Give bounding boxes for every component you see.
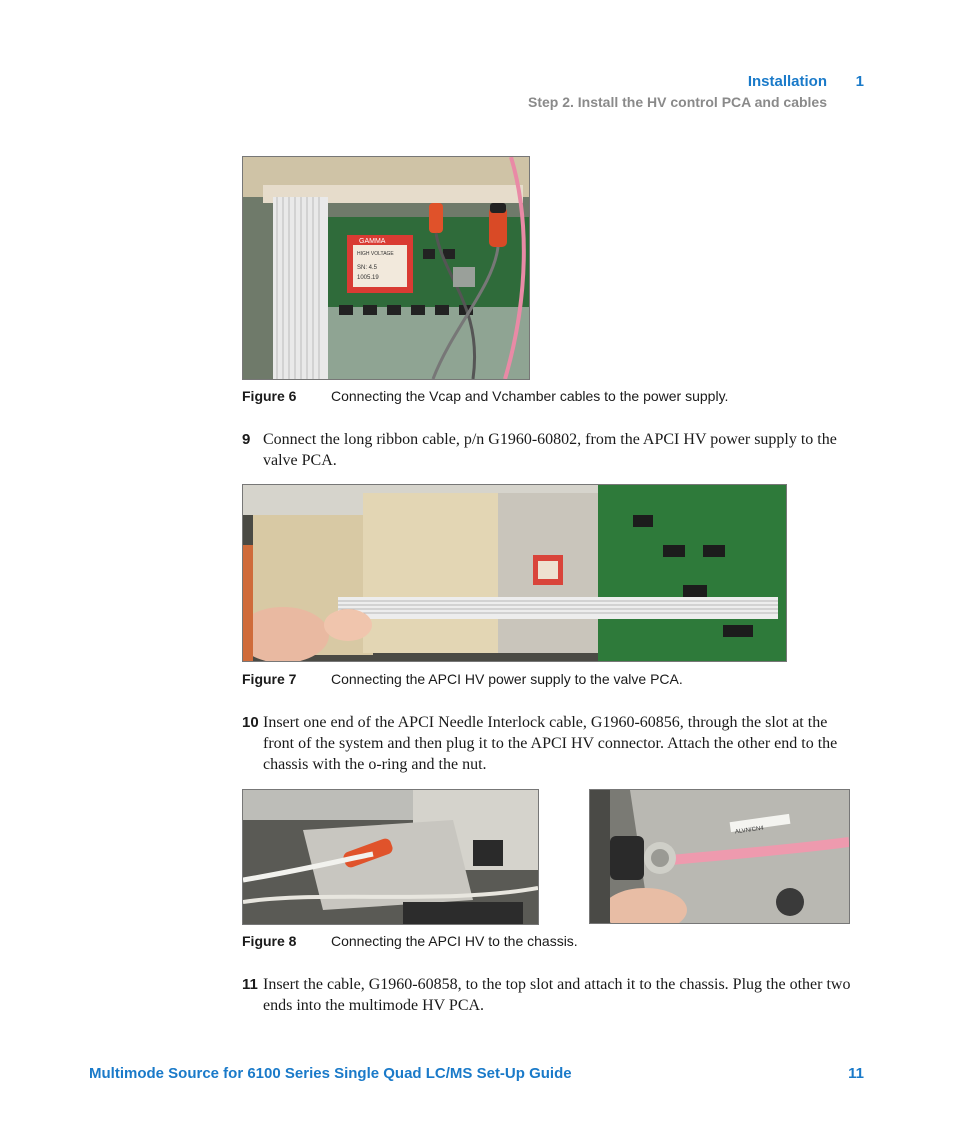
section-title: Step 2. Install the HV control PCA and cables [528, 94, 827, 110]
figure-6-photo [242, 156, 530, 380]
sticker-line-1: GAMMA [359, 238, 386, 245]
figure-8-photo-right [589, 789, 850, 924]
figure-7-caption [242, 671, 683, 687]
step-number: 9 [242, 431, 251, 448]
figure-8-caption [242, 933, 578, 949]
footer-page-number: 11 [848, 1065, 864, 1082]
step-text: Connect the long ribbon cable, p/n G1960-60802, from the APCI HV power supply to the valve PCA. [263, 431, 837, 469]
sticker-line-2: HIGH VOLTAGE [357, 251, 394, 257]
chapter-number: 1 [855, 73, 864, 90]
step-10 [242, 712, 862, 775]
step-number: 10 [242, 714, 259, 731]
figure-label: Figure 7 [242, 671, 297, 687]
figure-label: Figure 6 [242, 388, 297, 404]
step-number: 11 [242, 976, 258, 993]
chapter-title: Installation [747, 73, 827, 90]
step-text: Insert one end of the APCI Needle Interlock cable, G1960-60856, through the slot at the front of the system and then plug it to the APCI HV connector. Attach the other end to the chassis with the o-ring and the nut. [263, 714, 838, 773]
cable-tag-text: ALVN/CN4 [734, 825, 765, 836]
figure-label: Figure 8 [242, 933, 297, 949]
step-9 [242, 429, 862, 471]
step-text: Insert the cable, G1960-60858, to the top slot and attach it to the chassis. Plug the other two ends into the multimode HV PCA. [263, 976, 851, 1014]
sticker-line-4: 1005.19 [357, 275, 379, 281]
figure-7-photo [242, 484, 787, 662]
step-11 [242, 974, 862, 1016]
figure-8-photo-left [242, 789, 539, 925]
figure-caption-text: Connecting the Vcap and Vchamber cables to the power supply. [331, 388, 729, 404]
figure-caption-text: Connecting the APCI HV power supply to the valve PCA. [331, 671, 683, 687]
sticker-line-3: SN: 4.5 [357, 265, 378, 271]
figure-caption-text: Connecting the APCI HV to the chassis. [331, 933, 578, 949]
footer-title: Multimode Source for 6100 Series Single Quad LC/MS Set-Up Guide [89, 1065, 572, 1082]
figure-6-caption [242, 388, 728, 404]
